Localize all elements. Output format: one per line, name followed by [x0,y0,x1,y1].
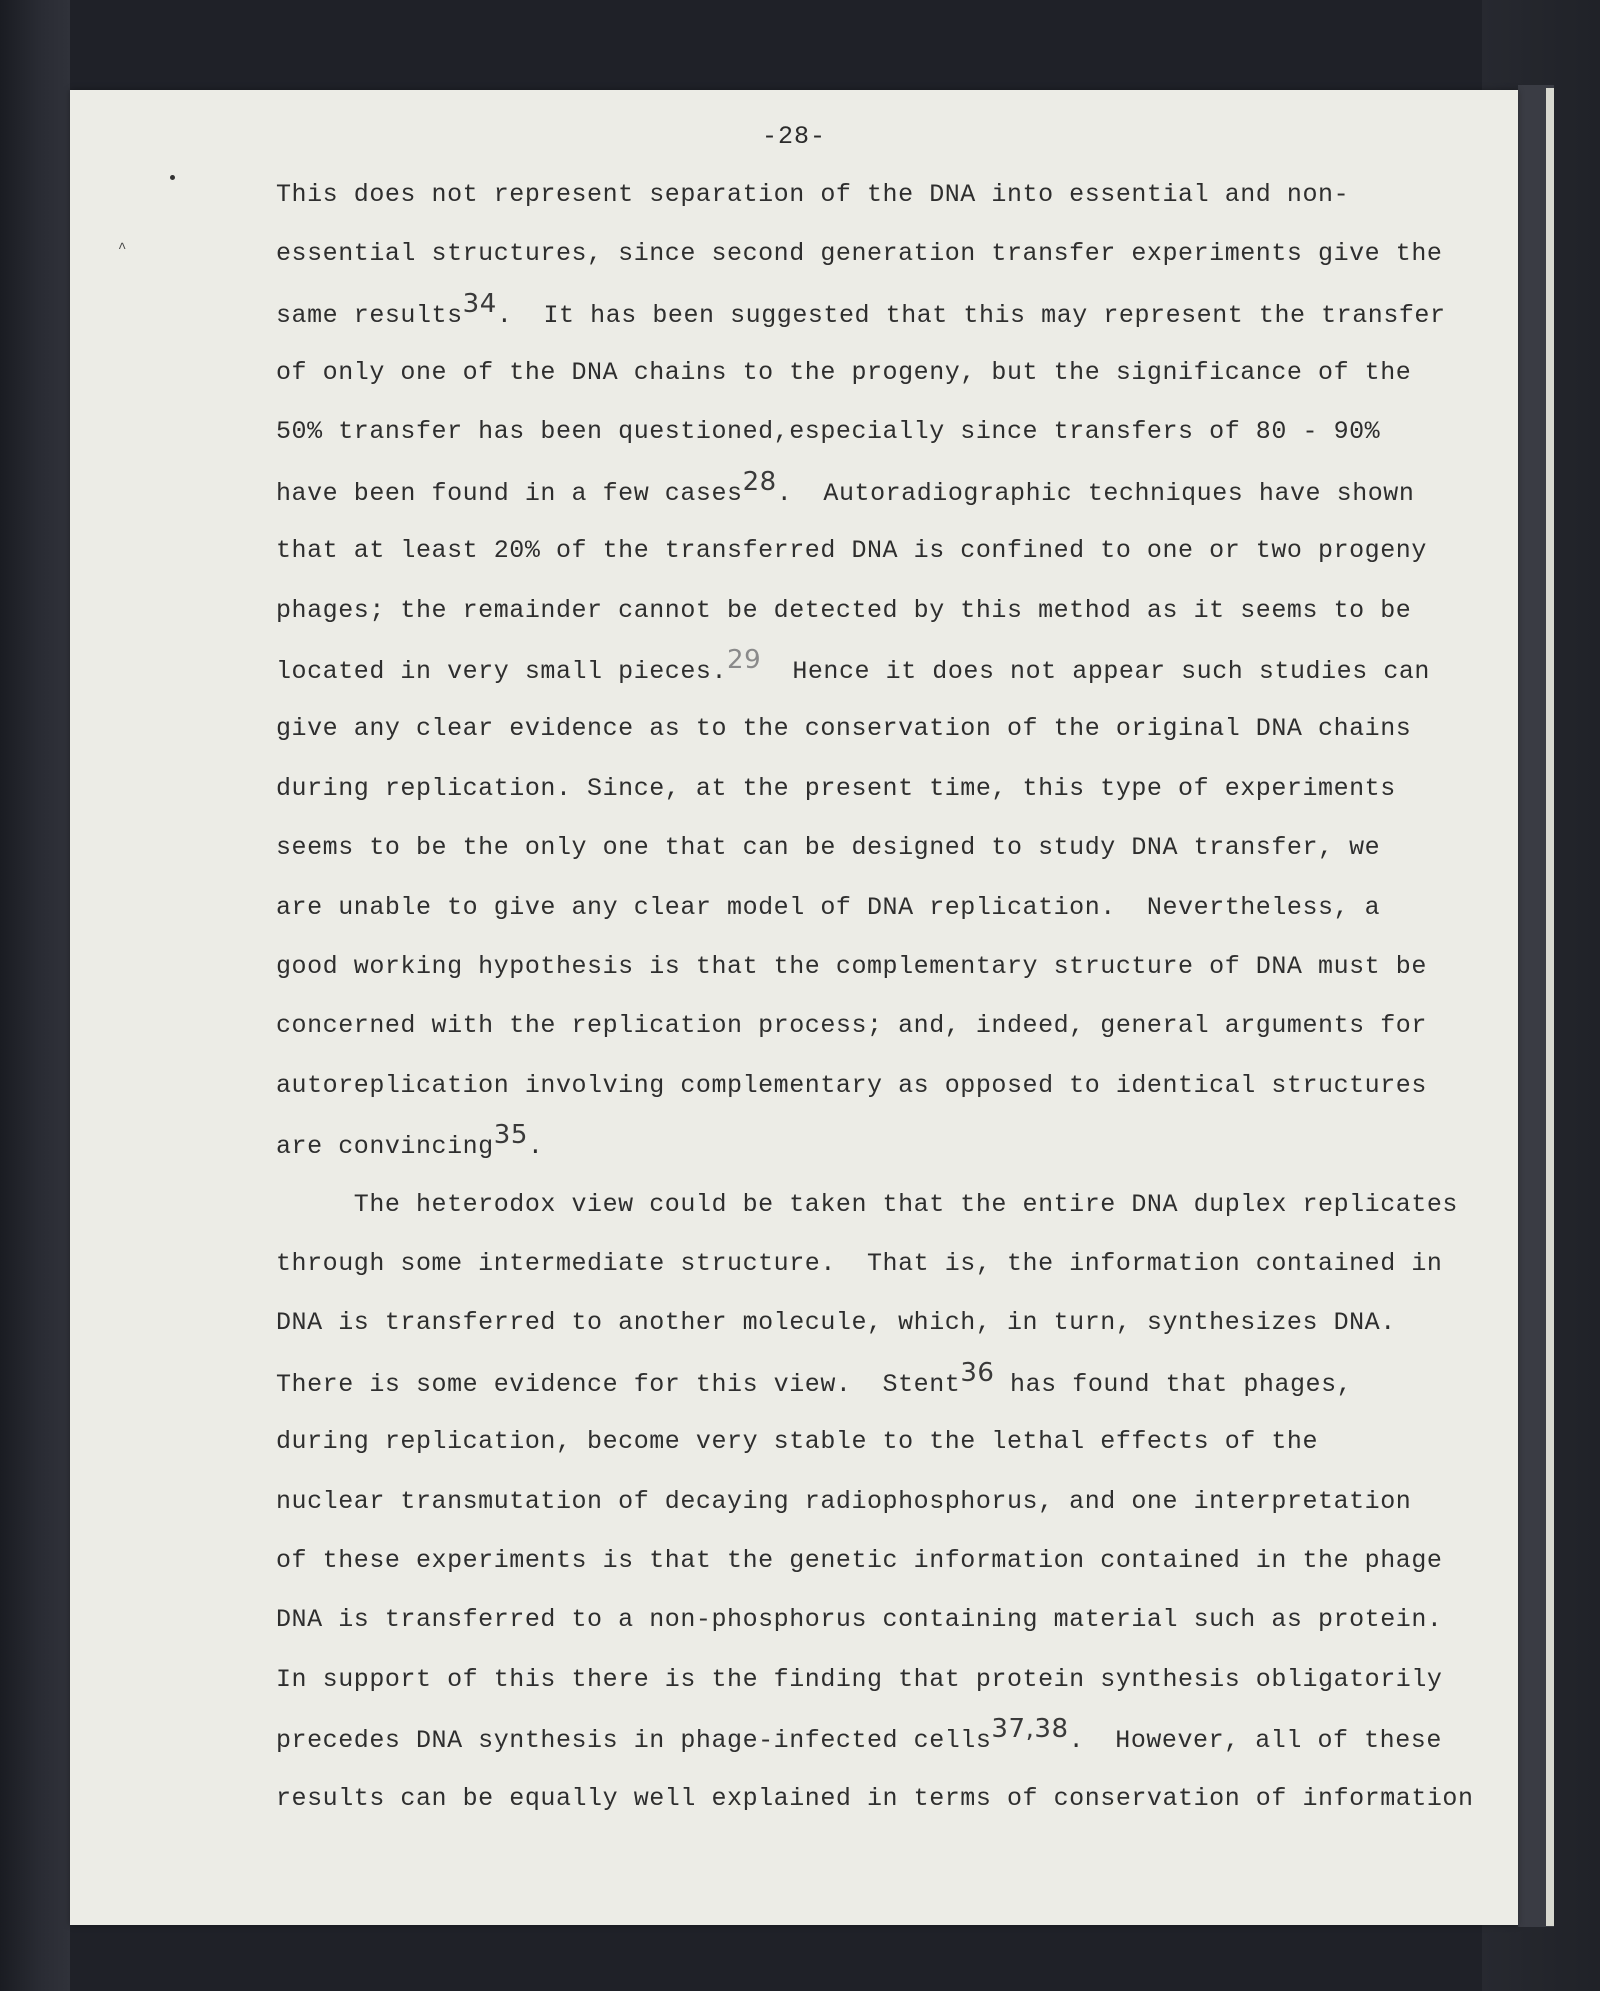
text-line: of these experiments is that the genetic information contained in the phage [276,1546,1443,1575]
text-line: autoreplication involving complementary as opposed to identical structures [276,1071,1427,1100]
backdrop-left [0,0,70,1991]
text-line: during replication. Since, at the present time, this type of experiments [276,774,1396,803]
text-line: phages; the remainder cannot be detected by this method as it seems to be [276,596,1412,625]
text-line: nuclear transmutation of decaying radiophosphorus, and one interpretation [276,1487,1412,1516]
text-line: good working hypothesis is that the complementary structure of DNA must be [276,952,1427,981]
text-line: give any clear evidence as to the conservation of the original DNA chains [276,714,1412,743]
text-line: precedes DNA synthesis in phage-infected cells37,38. However, all of these [276,1714,1442,1755]
text-line: located in very small pieces.29 Hence it does not appear such studies can [276,645,1430,686]
text-line: essential structures, since second generation transfer experiments give the [276,239,1443,268]
text-line: DNA is transferred to another molecule, which, in turn, synthesizes DNA. [276,1308,1396,1337]
text-line: have been found in a few cases28. Autoradiographic techniques have shown [276,467,1415,508]
margin-dot-mark [170,175,175,180]
text-line: during replication, become very stable to the lethal effects of the [276,1427,1319,1456]
text-line: concerned with the replication process; and, indeed, general arguments for [276,1011,1427,1040]
footnote-ref: 35 [493,1120,528,1150]
text-line: DNA is transferred to a non-phosphorus containing material such as protein. [276,1605,1443,1634]
text-line: results can be equally well explained in terms of conservation of information [276,1784,1474,1813]
footnote-ref: 37,38 [991,1714,1069,1744]
footnote-ref: 36 [960,1358,995,1388]
text-line: of only one of the DNA chains to the progeny, but the significance of the [276,358,1412,387]
text-line: In support of this there is the finding that protein synthesis obligatorily [276,1665,1443,1694]
document-page [70,90,1518,1925]
footnote-ref: 29 [727,645,762,675]
text-line: 50% transfer has been questioned,especially since transfers of 80 - 90% [276,417,1381,446]
text-line: There is some evidence for this view. Stent36 has found that phages, [276,1358,1353,1399]
footnote-ref: 28 [742,467,777,497]
underlying-page-edge-light [1546,88,1554,1926]
text-line: through some intermediate structure. That is, the information contained in [276,1249,1443,1278]
text-line: that at least 20% of the transferred DNA is confined to one or two progeny [276,536,1427,565]
text-line: are unable to give any clear model of DNA replication. Nevertheless, a [276,893,1381,922]
text-line: seems to be the only one that can be designed to study DNA transfer, we [276,833,1381,862]
footnote-ref: 34 [462,289,497,319]
text-line: This does not represent separation of the DNA into essential and non- [276,180,1350,209]
text-line: are convincing35. [276,1120,544,1161]
margin-tick-mark: ^ [118,241,127,257]
text-line: The heterodox view could be taken that the entire DNA duplex replicates [276,1190,1458,1219]
text-line: same results34. It has been suggested that this may represent the transfer [276,289,1446,330]
page-number: -28- [761,122,826,151]
